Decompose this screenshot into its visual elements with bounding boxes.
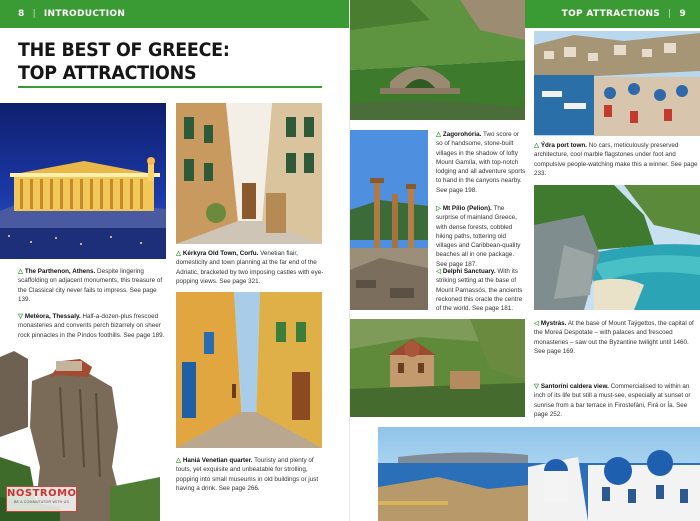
left-running-header (0, 0, 350, 28)
corfu-caption-title: Kérkyra Old Town, Corfu. (182, 250, 259, 257)
zagorohoria-caption-text: Two score or so of handsome, stone-built villages in the shadow of lofty Mount Gamíla, with top-notch lodging and all adventure sports to hand in the canyons nearby. See page 198. (436, 131, 526, 194)
santorini-caldera-photo (378, 427, 700, 521)
watermark-name: NOSTROMO (7, 488, 77, 499)
delphi-sanctuary-photo (350, 130, 428, 310)
arrow-down-icon: ▽ (534, 383, 539, 390)
parthenon-photo (0, 103, 166, 259)
header-separator: | (668, 9, 672, 19)
meteora-caption-text: Half-a-dozen-plus frescoed monasteries and convents perch bizarrely on sheer rock pinnacles in the Píndos foothills. See page 189. (18, 313, 165, 339)
hania-venetian-quarter-photo (176, 292, 322, 448)
parthenon-caption-title: The Parthenon, Athens. (24, 268, 96, 275)
ydra-caption-text: No cars, meticulously preserved architecture, cool marble flagstones under foot and compulsive people-watching make this a winner. See page 233. (534, 142, 698, 177)
page-title-line1: THE BEST OF GREECE: (18, 39, 230, 61)
ydra-caption (534, 141, 700, 178)
delphi-caption (436, 267, 526, 313)
arrow-up-icon: △ (176, 250, 181, 257)
arrow-left-icon: ◁ (534, 320, 539, 327)
santorini-caption-text: Commercialised to within an inch of its life but still a must-see, especially at sunset or sunrise from a bar terrace in Firostefáni, Firá or Ía. See page 252. (534, 383, 691, 418)
header-separator: | (32, 9, 36, 19)
meteora-caption-title: Metéora, Thessaly. (24, 313, 81, 320)
delphi-caption-text: With its striking setting at the base of Mount Parnassós, the ancients reckoned this oracle the centre of the world. See page 181. (436, 268, 523, 313)
ydra-caption-title: Ýdra port town. (540, 142, 588, 149)
zagorohoria-bridge-photo (350, 0, 525, 120)
hania-caption-text: Touristy and plenty of touts, yet exquisite and unbeatable for strolling, popping into small museums in old buildings or just having a drink. See page 266. (176, 457, 319, 492)
hania-caption (176, 456, 326, 493)
right-running-header (525, 0, 700, 28)
meteora-caption (18, 312, 166, 340)
right-section-title: TOP ATTRACTIONS (561, 9, 661, 19)
corfu-caption (176, 249, 326, 286)
watermark-logo (6, 486, 77, 512)
santorini-caption (534, 382, 700, 419)
santorini-caption-title: Santoríni caldera view. (540, 383, 609, 390)
arrow-up-icon: △ (176, 457, 181, 464)
mystras-caption-title: Mystrás. (540, 320, 567, 327)
arrow-up-icon: △ (534, 142, 539, 149)
hania-caption-title: Haniá Venetian quarter. (182, 457, 253, 464)
left-section-title: INTRODUCTION (43, 9, 126, 19)
page-title-line2: TOP ATTRACTIONS (18, 62, 197, 84)
mystras-caption-text: At the base of Mount Taÿgettos, the capital of the Moreá Despotate – with palaces and frescoed monasteries – saw out the Byzantine twilight until 1460. See page 169. (534, 320, 694, 355)
arrow-down-icon: ▽ (18, 313, 23, 320)
zagorohoria-caption (436, 130, 526, 195)
zagorohoria-caption-title: Zagorohória. (442, 131, 482, 138)
pilio-caption (436, 204, 526, 269)
title-underline (18, 86, 322, 88)
arrow-left-icon: ◁ (436, 268, 441, 275)
mystras-caption (534, 319, 700, 356)
pilio-caption-text: The surprise of mainland Greece, with dense forests, cobbled hiking paths, tottering old villages and Caribbean-quality beaches all in one package. See page 187. (436, 205, 521, 268)
watermark-tagline: BE A COMMUTATOR WITH US (13, 500, 70, 504)
page-title (18, 39, 294, 85)
pilio-caption-title: Mt Pílio (Pelion). (442, 205, 492, 212)
delphi-caption-title: Delphi Sanctuary. (442, 268, 496, 275)
arrow-right-icon: ▷ (436, 205, 441, 212)
arrow-up-icon: △ (436, 131, 441, 138)
right-page (350, 0, 700, 521)
corfu-old-town-photo (176, 103, 322, 244)
pilio-beach-photo (534, 185, 700, 310)
mystras-photo (350, 319, 525, 417)
right-page-number: 9 (679, 9, 686, 19)
arrow-up-icon: △ (18, 268, 23, 275)
left-page-number: 8 (18, 9, 25, 19)
corfu-caption-text: Venetian flair, domesticity and town planning at the far end of the Adriatic, bracketed by two imposing castles with eye-popping views. See page 321. (176, 250, 324, 285)
ydra-port-photo (534, 31, 700, 136)
parthenon-caption-text: Despite lingering scaffolding on adjacent monuments, this treasure of the Classical city never fails to impress. See page 139. (18, 268, 163, 303)
parthenon-caption (18, 267, 166, 304)
